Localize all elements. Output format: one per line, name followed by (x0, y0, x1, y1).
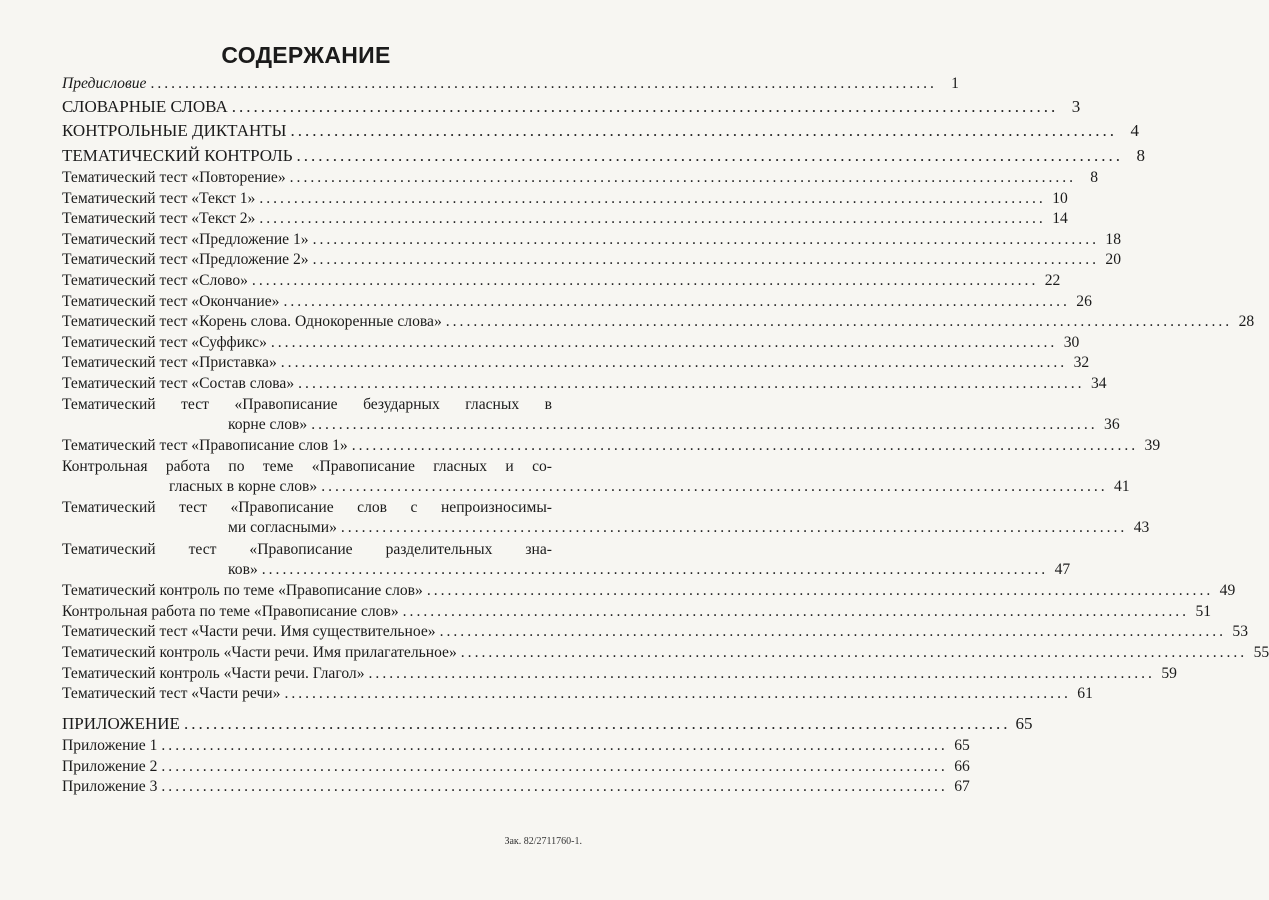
toc-entry-label-continued: корне слов» (228, 415, 308, 433)
toc-entry-label: Тематический тест «Текст 2» (62, 210, 256, 228)
print-order-footer: Зак. 82/2711760-1. (504, 836, 582, 847)
toc-entry-section: КОНТРОЛЬНЫЕ ДИКТАНТЫ .................................................................................................................. 4 (62, 119, 584, 144)
toc-entry-page: 28 (1238, 313, 1255, 331)
toc-entry-page: 39 (1144, 437, 1161, 455)
toc-entry-label: СЛОВАРНЫЕ СЛОВА (62, 96, 228, 116)
toc-entry-page: 36 (1104, 415, 1120, 433)
toc-entry-label: Тематический тест «Окончание» (62, 292, 280, 310)
toc-entry: Тематический тест «Предложение 1» .................................................................................................................. 18 (62, 230, 1121, 248)
toc-entry: Тематический тест «Текст 2» .................................................................................................................. 14 (62, 210, 1068, 228)
toc-entry: Тематический тест «Слово» .................................................................................................................. 22 (62, 272, 1061, 290)
toc-entry-label: Тематический тест «Текст 1» (62, 189, 256, 207)
toc-entry-label: ПРИЛОЖЕНИЕ (62, 713, 180, 733)
toc-entry-page: 26 (1076, 292, 1092, 310)
toc-entry-label: Тематический тест «Правописание слов с непроизносимы- (62, 499, 552, 517)
toc-entry-section: СЛОВАРНЫЕ СЛОВА .................................................................................................................. 3 (62, 95, 584, 120)
toc-entry-label: Тематический тест «Правописание разделительных зна- (62, 540, 552, 558)
toc-entry-label: Тематический тест «Предложение 1» (62, 230, 309, 248)
toc-entry-page: 41 (1114, 477, 1130, 495)
toc-entry-label: Тематический контроль «Части речи. Имя прилагательное» (62, 644, 457, 661)
toc-entry-label: Тематический тест «Повторение» (62, 169, 286, 187)
toc-entry: Тематический тест «Части речи» .................................................................................................................. 61 (62, 685, 1093, 703)
toc-entry-label: Приложение 1 (62, 737, 158, 755)
toc-entry: Тематический тест «Правописание слов 1» .................................................................................................................. 39 (62, 437, 1161, 455)
toc-entry: Тематический тест «Правописание разделительных зна- ков» .................................................................................................................. 47 (62, 540, 1071, 578)
toc-entry-label: Приложение 3 (62, 778, 158, 796)
toc-entry-page: 55 (1253, 644, 1269, 661)
toc-entry-page: 43 (1133, 519, 1150, 537)
toc-entry: Тематический контроль «Части речи. Глагол» .................................................................................................................. 59 (62, 664, 1177, 682)
toc-entry: Тематический тест «Окончание» .................................................................................................................. 26 (62, 292, 1092, 310)
toc-entry-page: 20 (1105, 251, 1121, 269)
table-of-contents (62, 74, 1269, 798)
toc-entry-label: Тематический тест «Правописание безударных гласных в (62, 395, 552, 413)
toc-entry-label: Контрольная работа по теме «Правописание слов» (62, 602, 399, 620)
toc-entry-page: 65 (954, 737, 970, 755)
toc-entry-label: Тематический контроль «Части речи. Глагол» (62, 664, 365, 682)
toc-entry-section: ПРИЛОЖЕНИЕ .................................................................................................................. 65 (62, 712, 584, 737)
toc-entry-page: 32 (1073, 354, 1090, 372)
toc-entry-page: 59 (1161, 664, 1177, 682)
toc-entry-label: Предисловие (62, 75, 147, 92)
toc-entry-label: Приложение 2 (62, 757, 158, 775)
toc-entry-label: Тематический тест «Части речи» (62, 685, 281, 703)
toc-entry-page: 34 (1090, 375, 1107, 393)
toc-entry: Контрольная работа по теме «Правописание слов» .................................................................................................................. 51 (62, 602, 1212, 620)
toc-entry: Тематический тест «Корень слова. Однокоренные слова» .................................................................................................................. 28 (62, 313, 1255, 331)
toc-entry: Контрольная работа по теме «Правописание гласных и со- гласных в корне слов» .................................................................................................................. 41 (62, 457, 1130, 495)
toc-entry: Приложение 2 .................................................................................................................. 66 (62, 757, 970, 775)
page-title: СОДЕРЖАНИЕ (221, 42, 391, 68)
toc-entry: Тематический тест «Состав слова» .................................................................................................................. 34 (62, 375, 1107, 393)
toc-entry-page: 22 (1044, 272, 1061, 290)
toc-entry-page: 14 (1052, 210, 1068, 228)
toc-entry-label: Тематический тест «Правописание слов 1» (62, 437, 348, 455)
toc-entry-page: 4 (1130, 121, 1139, 141)
toc-entry-page: 53 (1232, 623, 1249, 641)
toc-entry: Тематический тест «Части речи. Имя существительное» .................................................................................................................. 53 (62, 623, 1249, 641)
toc-entry-label: Тематический тест «Части речи. Имя существительное» (62, 623, 436, 641)
toc-entry-label: Тематический тест «Корень слова. Однокоренные слова» (62, 313, 442, 331)
toc-entry: Тематический тест «Текст 1» .................................................................................................................. 10 (62, 189, 1068, 207)
toc-entry: Приложение 1 .................................................................................................................. 65 (62, 737, 970, 755)
toc-entry-page: 8 (1136, 145, 1145, 165)
toc-entry: Тематический контроль по теме «Правописание слов» .................................................................................................................. 49 (62, 582, 1236, 600)
toc-entry-page: 51 (1195, 602, 1212, 620)
toc-entry-page: 47 (1054, 560, 1071, 578)
toc-entry-page: 18 (1105, 230, 1121, 248)
toc-entry-label-continued: гласных в корне слов» (169, 477, 318, 495)
toc-entry-label: Тематический тест «Слово» (62, 272, 248, 290)
toc-entry-page: 49 (1219, 582, 1236, 600)
toc-entry-label: ТЕМАТИЧЕСКИЙ КОНТРОЛЬ (62, 145, 293, 165)
toc-entry: Тематический тест «Правописание слов с непроизносимы- ми согласными» .................................................................................................................. 43 (62, 499, 1150, 537)
toc-entry-page: 30 (1063, 333, 1080, 351)
toc-entry-label-continued: ков» (228, 560, 258, 578)
toc-entry-page: 10 (1052, 189, 1068, 207)
toc-entry-page: 65 (1015, 713, 1033, 733)
toc-entry-preface: Предисловие .................................................................................................................. 1 (62, 75, 959, 92)
toc-entry-label: КОНТРОЛЬНЫЕ ДИКТАНТЫ (62, 121, 287, 141)
toc-entry-label: Тематический тест «Приставка» (62, 354, 277, 372)
toc-entry: Тематический тест «Правописание безударных гласных в корне слов» .................................................................................................................. 36 (62, 395, 1120, 433)
toc-entry: Тематический контроль «Части речи. Имя прилагательное» .................................................................................................................. 55 (62, 644, 1269, 661)
toc-entry: Тематический тест «Суффикс» .................................................................................................................. 30 (62, 333, 1080, 351)
toc-entry-label: Тематический тест «Суффикс» (62, 333, 267, 351)
toc-entry-label: Тематический контроль по теме «Правописание слов» (62, 582, 423, 600)
toc-entry-label: Контрольная работа по теме «Правописание гласных и со- (62, 457, 552, 475)
toc-entry-label: Тематический тест «Предложение 2» (62, 251, 309, 269)
toc-entry-page: 61 (1077, 685, 1093, 703)
toc-entry-label-continued: ми согласными» (228, 519, 337, 537)
toc-entry: Тематический тест «Повторение» .................................................................................................................. 8 (62, 169, 1099, 187)
toc-entry-label: Тематический тест «Состав слова» (62, 375, 295, 393)
toc-entry-page: 1 (951, 75, 959, 92)
toc-entry-page: 3 (1071, 96, 1081, 116)
toc-entry-page: 8 (1090, 169, 1099, 187)
toc-entry: Тематический тест «Предложение 2» .................................................................................................................. 20 (62, 251, 1121, 269)
toc-entry-section: ТЕМАТИЧЕСКИЙ КОНТРОЛЬ .................................................................................................................. 8 (62, 144, 584, 169)
toc-entry-page: 66 (954, 757, 970, 775)
toc-entry-page: 67 (954, 778, 970, 796)
toc-entry: Приложение 3 .................................................................................................................. 67 (62, 778, 970, 796)
toc-entry: Тематический тест «Приставка» .................................................................................................................. 32 (62, 354, 1090, 372)
